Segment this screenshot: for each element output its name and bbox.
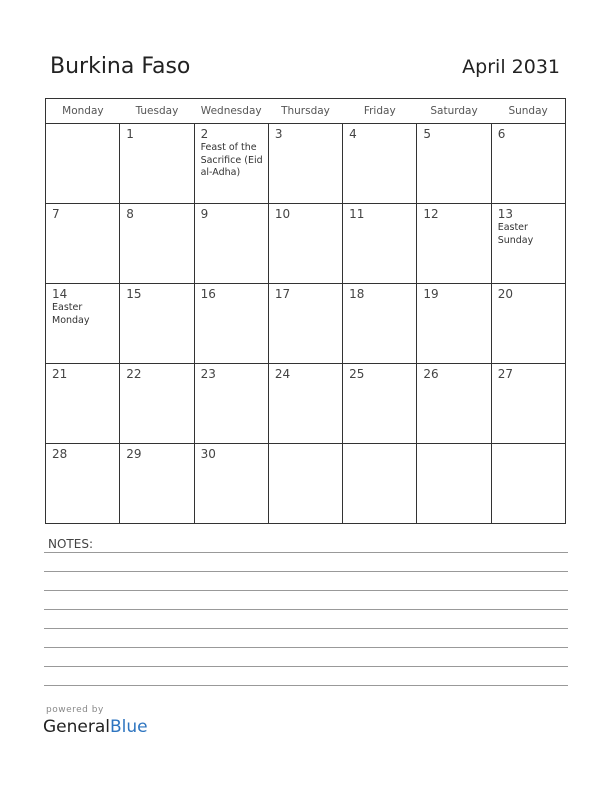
day-cell [46,204,120,284]
day-cell [268,124,342,204]
day-number: 8 [126,207,134,221]
day-number: 9 [200,207,209,221]
day-cell [491,444,565,524]
day-cell [46,284,120,364]
holiday-label: Easter Monday [52,302,90,326]
day-number: 15 [126,287,142,301]
day-number: 20 [497,287,513,301]
day-cell [343,284,417,364]
weekday-header: Monday [46,99,120,124]
day-cell [343,124,417,204]
note-line [44,609,568,610]
week-row [46,444,566,524]
note-line [44,571,568,572]
brand-logo [43,717,148,737]
day-cell [194,124,268,204]
day-cell [120,124,194,204]
day-cell [491,364,565,444]
day-cell [46,364,120,444]
day-cell [343,364,417,444]
holiday-label: Easter Sunday [497,222,534,246]
day-number: 16 [200,287,216,301]
day-number: 25 [349,367,365,381]
day-number: 7 [52,207,60,221]
note-line [44,552,568,553]
note-line [44,628,568,629]
brand-name-part1: General [43,717,110,737]
country-title: Burkina Faso [50,54,191,79]
day-cell [268,204,342,284]
note-line [44,590,568,591]
day-number: 28 [52,447,68,461]
day-cell [120,204,194,284]
day-number: 10 [274,207,291,221]
day-number: 17 [274,287,291,301]
day-number: 24 [274,367,291,381]
day-cell [417,204,491,284]
week-row [46,284,566,364]
brand-name-part2: Blue [110,717,148,737]
day-cell [491,124,565,204]
day-number: 13 [497,207,513,221]
month-year-title: April 2031 [462,56,560,78]
day-cell [491,204,565,284]
calendar-grid [45,98,566,524]
note-line [44,666,568,667]
day-cell [46,124,120,204]
day-number: 18 [349,287,365,301]
day-cell [343,204,417,284]
powered-by-label: powered by [46,705,104,715]
day-cell [46,444,120,524]
day-cell [417,124,491,204]
weekday-header: Sunday [491,99,565,124]
day-number: 4 [349,127,357,141]
note-line [44,685,568,686]
day-number: 12 [423,207,439,221]
day-number: 11 [349,207,365,221]
day-number: 29 [126,447,142,461]
weekday-header: Friday [343,99,417,124]
notes-label: NOTES: [48,537,93,551]
day-number: 21 [52,367,68,381]
day-cell [268,284,342,364]
day-number: 1 [126,127,134,141]
week-row [46,204,566,284]
day-cell [417,364,491,444]
day-number: 14 [52,287,68,301]
weekday-header: Wednesday [194,99,268,124]
weekday-header: Thursday [268,99,342,124]
day-number: 23 [200,367,216,381]
weekday-header-row [46,99,566,124]
day-cell [120,364,194,444]
week-row [46,124,566,204]
holiday-label: Feast of the Sacrifice (Eid al-Adha) [200,142,263,178]
day-cell [417,284,491,364]
day-number: 3 [274,127,283,141]
day-number: 6 [497,127,506,141]
day-cell [120,444,194,524]
day-cell [194,284,268,364]
note-line [44,647,568,648]
day-cell [491,284,565,364]
day-number: 2 [200,127,209,141]
day-number: 19 [423,287,439,301]
weekday-header: Tuesday [120,99,194,124]
day-cell [194,444,268,524]
day-cell [194,204,268,284]
day-cell [268,364,342,444]
day-cell [343,444,417,524]
day-cell [268,444,342,524]
day-number: 22 [126,367,142,381]
week-row [46,364,566,444]
day-cell [120,284,194,364]
weekday-header: Saturday [417,99,491,124]
day-cell [194,364,268,444]
day-number: 26 [423,367,439,381]
day-number: 30 [200,447,216,461]
day-cell [417,444,491,524]
day-number: 27 [497,367,513,381]
day-number: 5 [423,127,432,141]
